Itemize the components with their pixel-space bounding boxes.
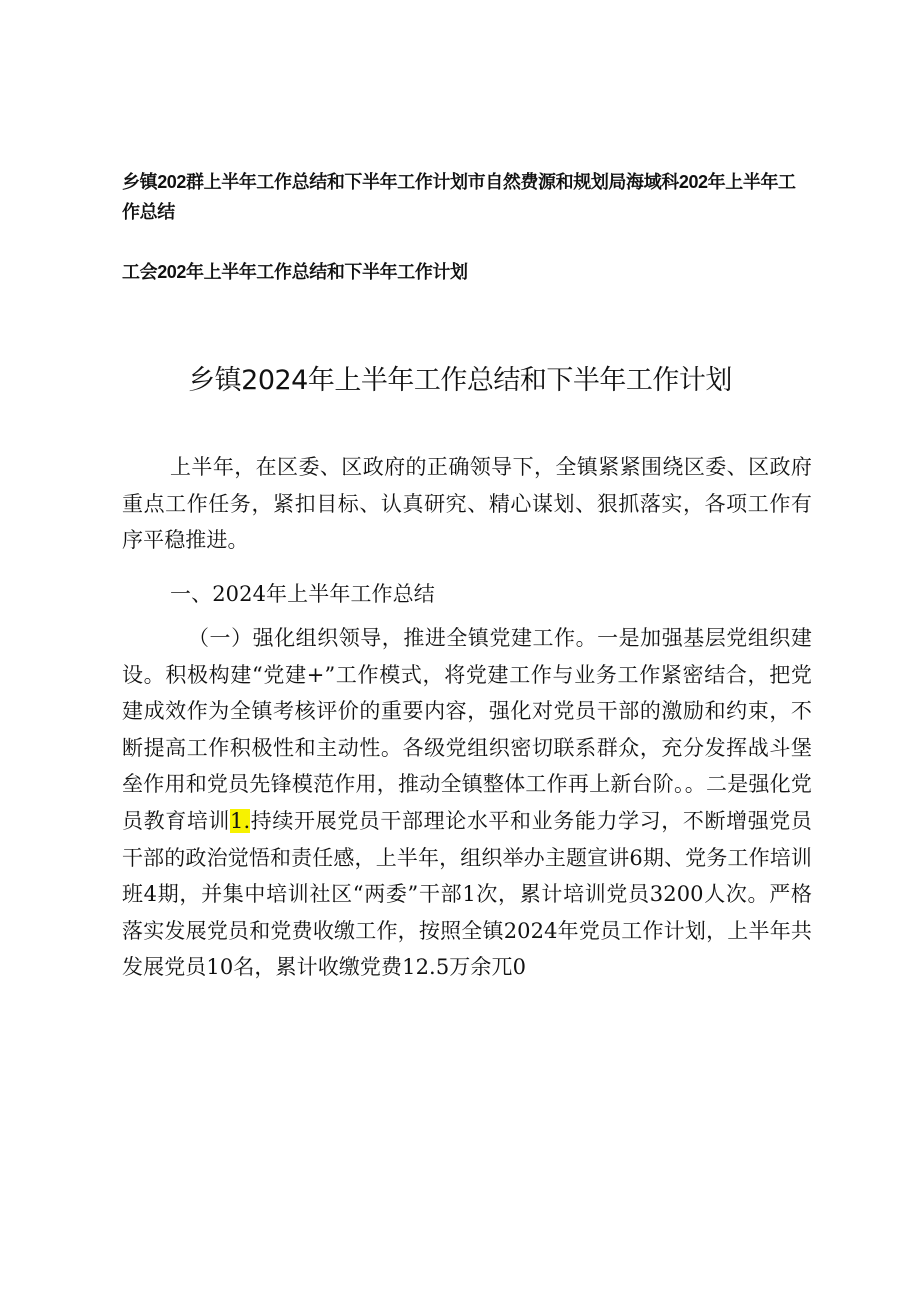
highlighted-text: 1. xyxy=(230,808,251,833)
body-paragraph xyxy=(122,620,812,986)
section-heading: 一、2024年上半年工作总结 xyxy=(170,582,435,606)
paragraph-text-before-highlight: （一）强化组织领导，推进全镇党建工作。一是加强基层党组织建设。积极构建“党建+”工作模式，将党建工作与业务工作紧密结合，把党建成效作为全镇考核评价的重要内容，强化对党员干部的激励和约束，不断提高工作积极性和主动性。各级党组织密切联系群众，充分发挥战斗堡垒作用和党员先锋模范作用，推动全镇整体工作再上新台阶。。二是强化党员教育培训 xyxy=(122,626,812,833)
paragraph-text-after-highlight: 持续开展党员干部理论水平和业务能力学习，不断增强党员干部的政治觉悟和责任感，上半年，组织举办主题宣讲6期、党务工作培训班4期，并集中培训社区“两委”干部1次，累计培训党员3200人次。严格落实发展党员和党费收缴工作，按照全镇2024年党员工作计划，上半年共发展党员10名，累计收缴党费12.5万余兀0 xyxy=(122,808,812,980)
intro-paragraph: 上半年，在区委、区政府的正确领导下，全镇紧紧围绕区委、区政府重点工作任务，紧扣目标、认真研究、精心谋划、狠抓落实，各项工作有序平稳推进。 xyxy=(122,455,812,553)
toc-entry-2[interactable]: 工会202年上半年工作总结和下半年工作计划 xyxy=(122,262,468,282)
document-title: 乡镇2024年上半年工作总结和下半年工作计划 xyxy=(188,365,732,396)
toc-entry-1[interactable]: 乡镇202群上半年工作总结和下半年工作计划市自然费源和规划局海域科202年上半年工作总结 xyxy=(122,172,796,222)
